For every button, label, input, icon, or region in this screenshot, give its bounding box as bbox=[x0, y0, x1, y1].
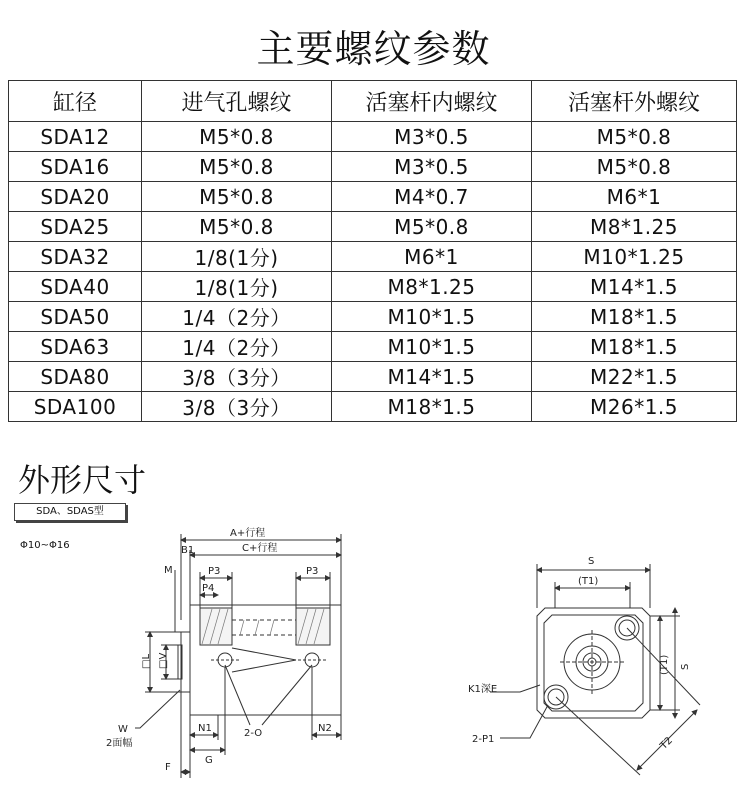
label-c-stroke: C+行程 bbox=[242, 543, 278, 554]
model-tag: SDA、SDAS型 bbox=[14, 503, 126, 521]
cell-internal: M8*1.25 bbox=[332, 272, 532, 302]
cell-port: M5*0.8 bbox=[142, 122, 332, 152]
table-row bbox=[9, 212, 737, 242]
table-row bbox=[9, 122, 737, 152]
cell-external: M18*1.5 bbox=[532, 302, 737, 332]
cell-internal: M6*1 bbox=[332, 242, 532, 272]
cell-port: 3/8（3分） bbox=[142, 362, 332, 392]
thread-spec-table bbox=[8, 80, 737, 422]
label-k1: K1深E bbox=[468, 684, 498, 695]
cell-bore: SDA63 bbox=[9, 332, 142, 362]
label-m: M bbox=[164, 565, 173, 576]
cell-bore: SDA16 bbox=[9, 152, 142, 182]
label-n1: N1 bbox=[198, 723, 212, 734]
cell-bore: SDA100 bbox=[9, 392, 142, 422]
label-p4: P4 bbox=[202, 583, 215, 594]
cell-internal: M18*1.5 bbox=[332, 392, 532, 422]
label-a-stroke: A+行程 bbox=[230, 528, 266, 539]
header-rod-internal-thread: 活塞杆内螺纹 bbox=[332, 81, 532, 122]
cell-port: 1/8(1分) bbox=[142, 272, 332, 302]
table-row bbox=[9, 242, 737, 272]
header-bore: 缸径 bbox=[9, 81, 142, 122]
label-t2: T2 bbox=[658, 735, 675, 752]
table-row bbox=[9, 332, 737, 362]
dimensions-section-title: 外形尺寸 bbox=[18, 461, 147, 499]
dimension-drawing bbox=[0, 520, 747, 785]
table-row bbox=[9, 392, 737, 422]
table-row bbox=[9, 362, 737, 392]
label-p3-right: P3 bbox=[306, 566, 319, 577]
table-header-row bbox=[9, 81, 737, 122]
cell-external: M22*1.5 bbox=[532, 362, 737, 392]
cell-bore: SDA32 bbox=[9, 242, 142, 272]
label-f: F bbox=[165, 762, 171, 773]
cell-internal: M3*0.5 bbox=[332, 122, 532, 152]
cell-external: M10*1.25 bbox=[532, 242, 737, 272]
cell-internal: M5*0.8 bbox=[332, 212, 532, 242]
side-view-labels bbox=[106, 526, 332, 773]
label-g: G bbox=[205, 755, 213, 766]
label-p1: 2-P1 bbox=[472, 734, 495, 745]
table-row bbox=[9, 302, 737, 332]
cell-port: 3/8（3分） bbox=[142, 392, 332, 422]
label-b1: B1 bbox=[181, 545, 195, 556]
label-n2: N2 bbox=[318, 723, 332, 734]
cell-internal: M4*0.7 bbox=[332, 182, 532, 212]
cell-bore: SDA40 bbox=[9, 272, 142, 302]
cell-external: M18*1.5 bbox=[532, 332, 737, 362]
cell-internal: M3*0.5 bbox=[332, 152, 532, 182]
cell-internal: M10*1.5 bbox=[332, 302, 532, 332]
cell-external: M26*1.5 bbox=[532, 392, 737, 422]
label-w-note: 2面幅 bbox=[106, 738, 133, 749]
cell-port: 1/8(1分) bbox=[142, 242, 332, 272]
header-rod-external-thread: 活塞杆外螺纹 bbox=[532, 81, 737, 122]
page-title: 主要螺纹参数 bbox=[256, 27, 491, 71]
table-row bbox=[9, 182, 737, 212]
cell-external: M8*1.25 bbox=[532, 212, 737, 242]
cell-port: M5*0.8 bbox=[142, 182, 332, 212]
cell-bore: SDA20 bbox=[9, 182, 142, 212]
label-w: W bbox=[118, 724, 128, 735]
cell-bore: SDA25 bbox=[9, 212, 142, 242]
cell-internal: M10*1.5 bbox=[332, 332, 532, 362]
cell-port: M5*0.8 bbox=[142, 152, 332, 182]
cell-bore: SDA12 bbox=[9, 122, 142, 152]
diameter-range-label: Φ10~Φ16 bbox=[20, 540, 70, 551]
label-l: □L bbox=[141, 653, 152, 669]
table-row bbox=[9, 272, 737, 302]
cell-external: M6*1 bbox=[532, 182, 737, 212]
label-t1-side: (T1) bbox=[659, 654, 670, 675]
label-s-top: S bbox=[588, 556, 595, 567]
header-port-thread: 进气孔螺纹 bbox=[142, 81, 332, 122]
cell-external: M5*0.8 bbox=[532, 152, 737, 182]
label-s-side: S bbox=[680, 663, 691, 670]
front-view-labels bbox=[468, 556, 691, 752]
label-o: 2-O bbox=[244, 728, 263, 739]
cell-bore: SDA50 bbox=[9, 302, 142, 332]
cell-port: 1/4（2分） bbox=[142, 302, 332, 332]
label-v: □V bbox=[158, 652, 169, 669]
table-row bbox=[9, 152, 737, 182]
cell-port: M5*0.8 bbox=[142, 212, 332, 242]
label-p3-left: P3 bbox=[208, 566, 221, 577]
cell-external: M5*0.8 bbox=[532, 122, 737, 152]
cell-bore: SDA80 bbox=[9, 362, 142, 392]
cell-port: 1/4（2分） bbox=[142, 332, 332, 362]
cell-internal: M14*1.5 bbox=[332, 362, 532, 392]
label-t1-top: (T1) bbox=[578, 576, 599, 587]
cell-external: M14*1.5 bbox=[532, 272, 737, 302]
